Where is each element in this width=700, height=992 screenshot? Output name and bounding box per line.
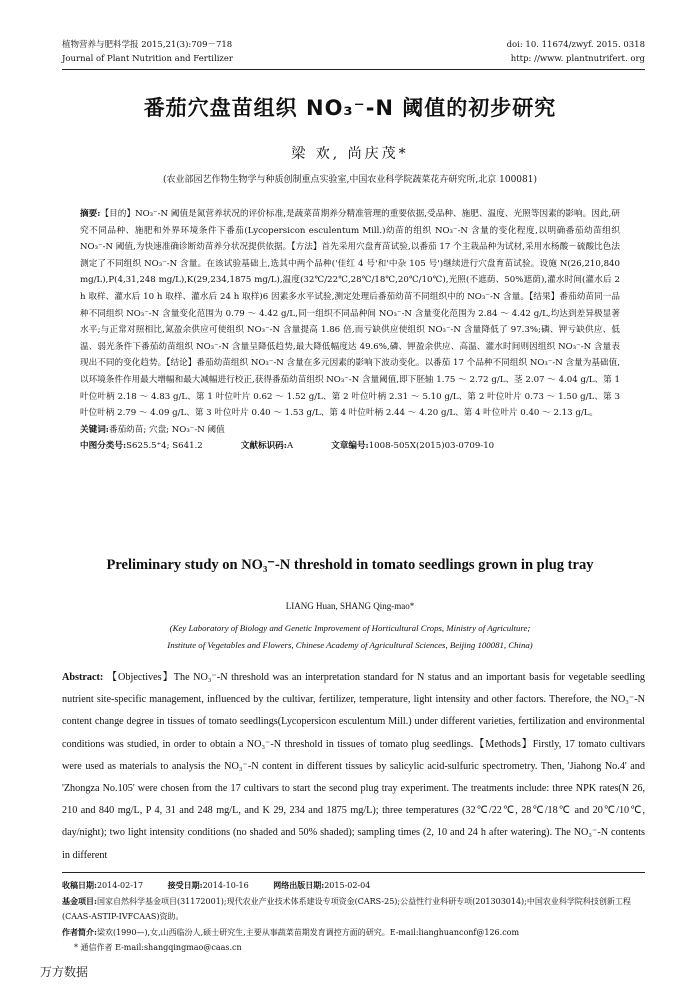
received-label: 收稿日期: bbox=[62, 880, 97, 890]
accepted-date: 2014-10-16 bbox=[202, 881, 249, 890]
authors-en: LIANG Huan, SHANG Qing-mao* bbox=[285, 601, 415, 611]
title-cn: 番茄穴盘苗组织 NO₃⁻-N 阈值的初步研究 bbox=[143, 96, 557, 120]
online-date: 2015-02-04 bbox=[324, 881, 371, 890]
fund-text: 国家自然科学基金项目(31172001);现代农业产业技术体系建设专项资金(CARS-25);公益性行业科研专项(201303014);中国农业科学院科技创新工程(CAAS-ASTIP-IVFCAAS)资助。 bbox=[62, 896, 631, 921]
affiliation-en-line1: (Key Laboratory of Biology and Genetic Improvement of Horticultural Crops, Ministry of Agriculture; bbox=[169, 623, 531, 633]
clc-value: S625.5⁺4; S641.2 bbox=[126, 441, 203, 452]
doc-label: 文献标识码: bbox=[240, 441, 287, 452]
clc-label: 中图分类号: bbox=[80, 441, 127, 452]
online-label: 网络出版日期: bbox=[273, 880, 325, 890]
footnotes bbox=[62, 872, 645, 956]
header-rule bbox=[62, 69, 645, 70]
keywords-cn-label: 关键词: bbox=[80, 424, 109, 435]
journal-url[interactable]: http: //www. plantnutrifert. org bbox=[510, 54, 645, 64]
author-bio-label: 作者简介: bbox=[62, 926, 97, 937]
article-label: 文章编号: bbox=[331, 441, 369, 452]
abstract-en-label: Abstract: bbox=[62, 672, 104, 683]
watermark: 万方数据 bbox=[40, 965, 89, 979]
affiliation-cn: (农业部园艺作物生物学与种质创制重点实验室,中国农业科学院蔬菜花卉研究所,北京 100081) bbox=[163, 175, 537, 185]
received-date: 2014-02-17 bbox=[96, 881, 144, 890]
classification-row bbox=[80, 438, 620, 454]
doi[interactable]: doi: 10. 11674/zwyf. 2015. 0318 bbox=[506, 40, 645, 50]
article-value: 1008-505X(2015)03-0709-10 bbox=[368, 441, 495, 452]
authors-cn: 梁 欢, 尚庆茂* bbox=[291, 146, 409, 162]
abstract-en bbox=[62, 667, 645, 867]
journal-en: Journal of Plant Nutrition and Fertilizer bbox=[62, 54, 233, 64]
affiliation-en bbox=[40, 620, 660, 654]
fund-label: 基金项目: bbox=[62, 895, 97, 906]
affiliation-en-line2: Institute of Vegetables and Flowers, Chinese Academy of Agricultural Sciences, Beijing 100081, China) bbox=[167, 640, 533, 650]
abstract-cn-text: 【目的】NO₃⁻-N 阈值是氮营养状况的评价标准,是蔬菜苗期养分精准管理的重要依据,受品种、施肥、温度、光照等因素的影响。因此,研究不同品种、施肥和外界环境条件下番茄(Lycopersicon esculentum Mill.)幼苗的组织 NO₃⁻-N 含量的变化程度,以明确番茄幼苗组织 NO₃⁻-N 阈值,为快速准确诊断幼苗养分状况提供依据。【方法】首先采用穴盘育苗试验,以番茄 17 个主栽品种为试材,采用水杨酸－硫酸比色法测定了不同组织 NO₃⁻-N 含量。在该试验基础上,选其中两个品种('佳红 4 号'和'中杂 105 号')继续进行穴盘育苗试验。设施 N(26,210,840 mg/L),P(4,31,248 mg/L),K(29,234,1875 mg/L),温度(32℃/22℃,28℃/18℃,20℃/10℃),光照(不遮荫、50%遮荫),灌水时间(灌水后 2 h 取样、灌水后 10 h 取样、灌水后 24 h 取样)6 因素多水平试验,测定处理后番茄幼苗不同组织中的 NO₃⁻-N 含量。【结果】番茄幼苗同一品种不同组织 NO₃⁻-N 含量变化范围为 0.79 ～ 4.42 g/L,同一组织不同品种间 NO₃⁻-N 含量变化范围为 2.84 ～ 4.42 g/L,均达到差异极显著水平;与正常对照相比,氮盈余供应可使组织 NO₃⁻-N 含量提高 1.86 倍,而亏缺供应使组织 NO₃⁻-N 含量降低了 97.3%;磷、钾亏缺供应、低温、弱光条件下番茄幼苗组织 NO₃⁻-N 含量呈降低趋势,最大降低幅度达 49.6%,磷、钾盈余供应、高温、灌水时间则因组织 NO₃⁻-N 含量表现出不同的变化趋势。【结论】番茄幼苗组织 NO₃⁻-N 含量在多元因素的影响下波动变化。以番茄 17 个品种不同组织 NO₃⁻-N 含量为基础值,以环境条件作用最大增幅和最大减幅进行校正,获得番茄幼苗组织 NO₃⁻-N 含量阈值,即下胚轴 1.75 ～ 2.72 g/L、茎 2.07 ～ 4.04 g/L、第 1 叶位叶柄 2.18 ～ 4.83 g/L、第 1 叶位叶片 0.62 ～ 1.52 g/L、第 2 叶位叶柄 2.31 ～ 5.10 g/L、第 2 叶位叶片 0.73 ～ 1.50 g/L、第 3 叶位叶柄 2.79 ～ 4.09 g/L、第 3 叶位叶片 0.40 ～ 1.53 g/L、第 4 叶位叶柄 2.44 ～ 4.20 g/L、第 4 叶位叶片 0.40 ～ 2.13 g/L。 bbox=[80, 209, 620, 419]
title-en: Preliminary study on NO₃⁻-N threshold in tomato seedlings grown in plug tray bbox=[106, 557, 594, 573]
running-header bbox=[62, 38, 645, 70]
keywords-cn-text: 番茄幼苗; 穴盘; NO₃⁻-N 阈值 bbox=[108, 424, 225, 435]
accepted-label: 接受日期: bbox=[167, 880, 203, 890]
journal-cn: 植物营养与肥料学报 2015,21(3):709－718 bbox=[62, 40, 233, 50]
author-bio-text: 梁欢(1990—),女,山西临汾人,硕士研究生,主要从事蔬菜苗期发育调控方面的研究。E-mail:lianghuanconf@126.com bbox=[96, 927, 520, 937]
abstract-cn bbox=[80, 206, 620, 454]
abstract-en-text: 【Objectives】The NO₃⁻-N threshold was an interpretation standard for N status and an important basis for vegetable seedling nutrient site-specific management, influenced by the cultivar, fertilizer, temperature, light intensity and other factors. Therefore, the NO₃⁻-N content change degree in tissues of tomato seedlings(Lycopersicon esculentum Mill.) under different varieties, fertilization and environmental conditions was studied, in order to obtain a NO₃⁻-N threshold in tissues of tomato plug seedlings.【Methods】Firstly, 17 tomato cultivars were used as materials to analysis the NO₃⁻-N content in different tissues by salicylic acid-sulfuric spectrometry. Then, 'Jiahong No.4' and 'Zhongza No.105' were chosen from the 17 cultivars to start the second plug tray experiment. The treatments include: three NPK rates(N 26, 210 and 840 mg/L, P 4, 31 and 248 mg/L, and K 29, 234 and 1875 mg/L); three temperatures (32℃/22℃, 28℃/18℃ and 20℃/10℃, day/night); two light intensity conditions (no shaded and 50% shaded); sampling times (2, 10 and 24 h after watering). The NO₃⁻-N contents in different bbox=[62, 672, 646, 861]
doc-value: A bbox=[286, 441, 294, 452]
abstract-cn-label: 摘要: bbox=[80, 209, 101, 219]
corresponding-author: * 通信作者 E-mail:shangqingmao@caas.cn bbox=[74, 943, 242, 952]
